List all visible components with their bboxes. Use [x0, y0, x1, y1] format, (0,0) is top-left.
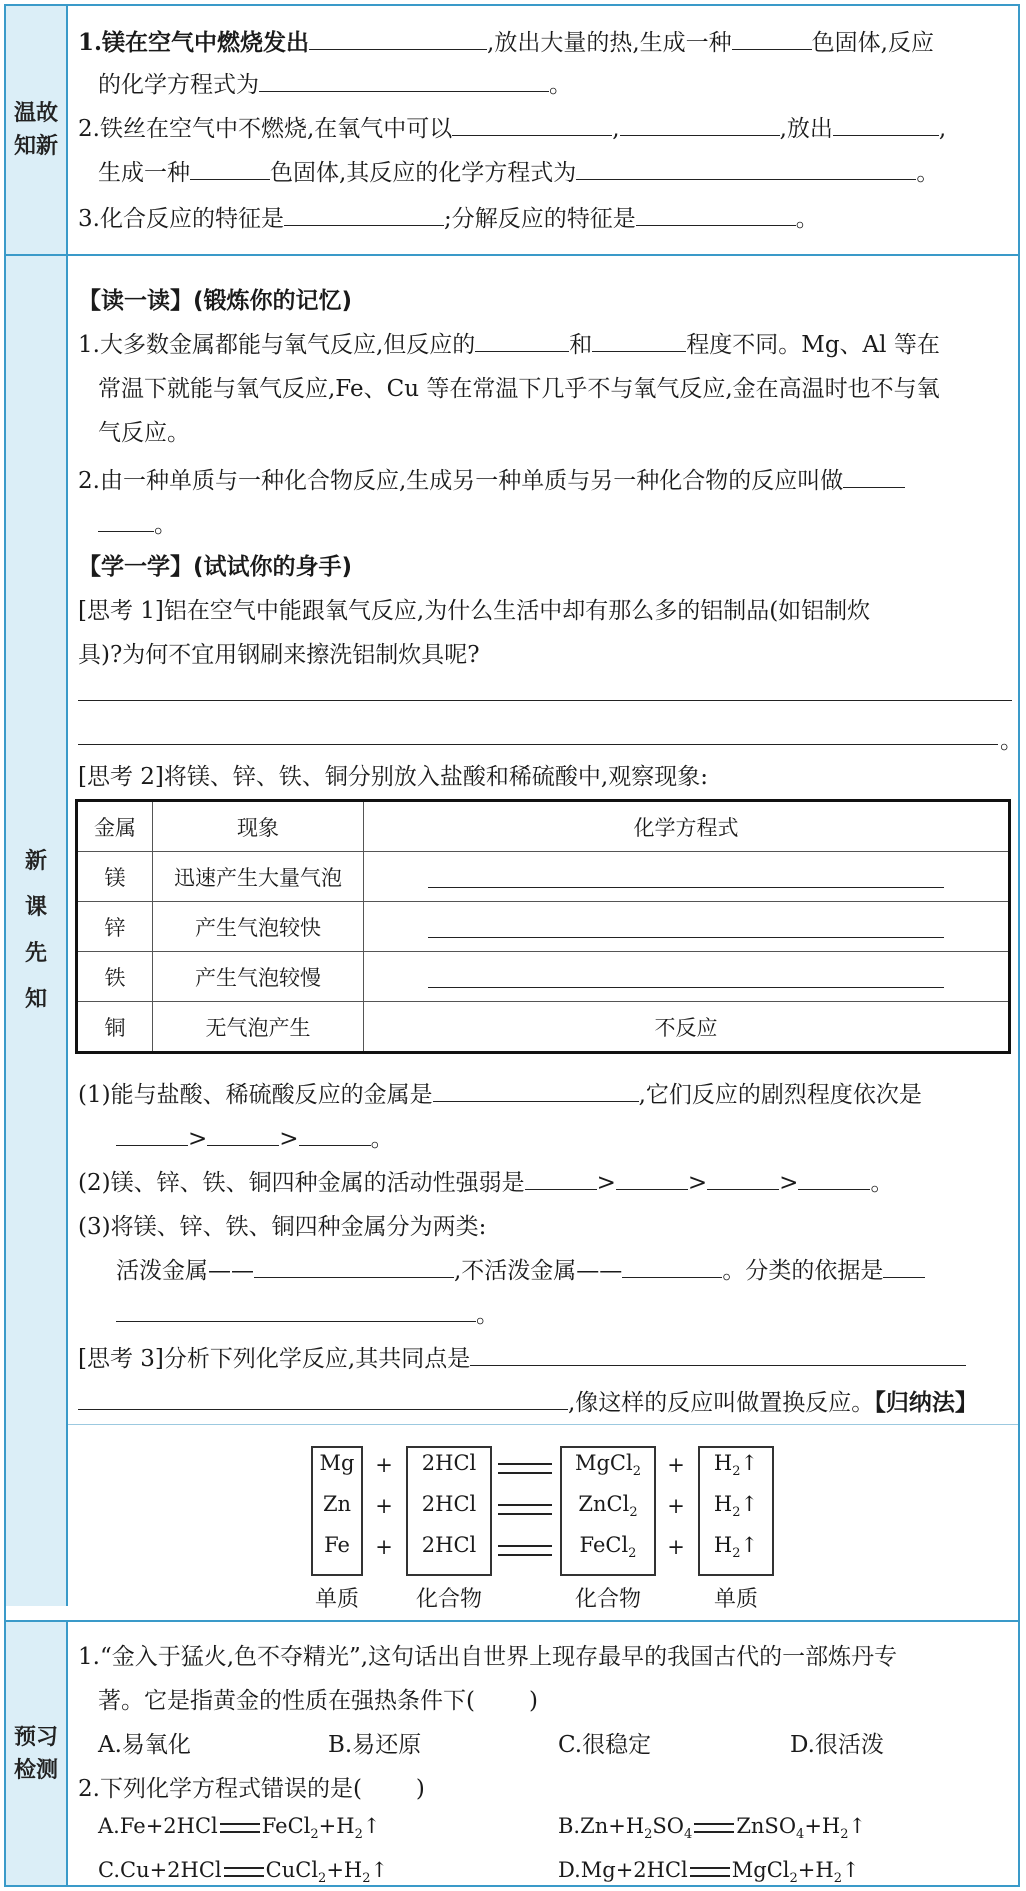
gt-sign: > — [188, 1126, 208, 1152]
formula-base: ZnCl — [578, 1492, 630, 1516]
subscript: 2 — [644, 1827, 653, 1843]
eq-text: +H — [797, 1858, 834, 1882]
table-row — [77, 1002, 1010, 1053]
formula-base: FeCl — [579, 1533, 629, 1557]
answer-blank[interactable] — [798, 1165, 870, 1190]
review-q2-text2: ,放出 — [779, 116, 833, 142]
subscript: 2 — [732, 1505, 741, 1521]
section-divider — [6, 254, 1018, 256]
option-c[interactable] — [98, 1858, 388, 1886]
metal-cell: 锌 — [77, 902, 153, 952]
plus-sign: + — [375, 1453, 393, 1477]
subscript: 2 — [789, 1871, 798, 1887]
read-item1-line2: 常温下就能与氧气反应,Fe、Cu 等在常温下几乎不与氧气反应,金在高温时也不与氧 — [98, 376, 940, 402]
plus-sign: + — [375, 1535, 393, 1559]
sub3-line2 — [116, 1252, 925, 1285]
answer-blank[interactable] — [620, 111, 780, 136]
section-label-new — [6, 256, 68, 1606]
sub1-line1 — [78, 1076, 922, 1109]
equals-sign — [498, 1545, 552, 1556]
subscript: 2 — [840, 1827, 849, 1843]
punct: ) — [528, 1688, 538, 1714]
answer-blank[interactable] — [576, 155, 916, 180]
read-item2-line1 — [78, 462, 905, 495]
subscript: 2 — [310, 1827, 319, 1843]
review-q3-text2: ;分解反应的特征是 — [443, 206, 636, 232]
label-text: 检测 — [13, 1757, 58, 1783]
eq-text: +H — [318, 1814, 355, 1838]
formula-base: MgCl — [574, 1451, 633, 1475]
eq-text: C.Cu+2HCl — [98, 1858, 222, 1882]
table-row — [77, 852, 1010, 902]
answer-blank[interactable] — [616, 1165, 688, 1190]
subscript: 2 — [732, 1546, 741, 1562]
subscript: 2 — [628, 1546, 637, 1562]
answer-blank[interactable] — [707, 1165, 779, 1190]
equals-sign — [690, 1867, 730, 1877]
answer-blank[interactable] — [284, 201, 444, 226]
answer-line[interactable] — [428, 987, 944, 988]
phenomenon-cell: 无气泡产生 — [153, 1002, 364, 1053]
subscript: 2 — [318, 1871, 327, 1887]
section-label-check — [6, 1622, 68, 1885]
eq-text: CuCl — [265, 1858, 319, 1882]
eq-compound: 2HCl — [421, 1492, 477, 1516]
review-q3-line — [78, 200, 819, 233]
eq-compound: 2HCl — [421, 1533, 477, 1557]
review-q1-text3: 色固体,反应 — [811, 30, 934, 56]
eq-compound: 2HCl — [421, 1451, 477, 1475]
check-q2-line — [78, 1770, 425, 1803]
punct: 。 — [916, 160, 940, 186]
punct: ) — [415, 1776, 425, 1802]
answer-blank[interactable] — [299, 1121, 371, 1146]
subscript: 2 — [354, 1827, 363, 1843]
eq-caption: 化合物 — [415, 1587, 482, 1612]
metal-cell: 铁 — [77, 952, 153, 1002]
eq-product — [560, 1492, 656, 1520]
review-q2-text4: 生成一种 — [98, 160, 190, 186]
gt-sign: > — [687, 1170, 708, 1196]
punct: 。 — [795, 206, 819, 232]
check-q1-line2 — [98, 1682, 538, 1715]
review-q3-text: 3.化合反应的特征是 — [78, 206, 284, 232]
answer-blank[interactable] — [833, 111, 939, 136]
read-item1-line1 — [78, 326, 940, 359]
punct: 。 — [549, 72, 572, 98]
check-q2-text: 2.下列化学方程式错误的是( — [78, 1776, 362, 1802]
answer-blank[interactable] — [732, 25, 812, 50]
punct: 。 — [154, 512, 177, 538]
plus-sign: + — [667, 1453, 685, 1477]
read-title: 【读一读】 — [78, 288, 193, 314]
read-item1-and: 和 — [569, 332, 593, 358]
answer-line[interactable] — [78, 700, 1012, 701]
formula-base: H — [713, 1451, 733, 1475]
think1-line1: [思考 1]铝在空气中能跟氧气反应,为什么生活中却有那么多的铝制品(如铝制炊 — [78, 598, 871, 624]
answer-blank[interactable] — [622, 1253, 722, 1278]
eq-text: D.Mg+2HCl — [558, 1858, 688, 1882]
equals-sign — [694, 1823, 734, 1833]
sub3-line1: (3)将镁、锌、铁、铜四种金属分为两类: — [78, 1214, 487, 1240]
equation-cell[interactable] — [364, 852, 1010, 902]
metal-cell: 铜 — [77, 1002, 153, 1053]
eq-caption: 单质 — [713, 1587, 758, 1612]
think3-text2: ,像这样的反应叫做置换反应。 — [568, 1390, 875, 1416]
label-char: 课 — [24, 895, 47, 920]
gas-arrow-icon: ↑ — [841, 1858, 860, 1882]
eq-element: Zn — [322, 1492, 352, 1516]
formula-base: H — [713, 1533, 733, 1557]
equation-cell: 不反应 — [364, 1002, 1010, 1053]
answer-line[interactable] — [428, 937, 944, 938]
option-b[interactable]: B.易还原 — [328, 1732, 422, 1758]
read-item2-line2 — [98, 506, 177, 539]
eq-text: SO — [652, 1814, 685, 1838]
light-divider — [68, 1424, 1018, 1425]
review-q1-text2: ,放出大量的热,生成一种 — [487, 30, 732, 56]
review-q2-line2 — [98, 154, 939, 187]
gas-arrow-icon: ↑ — [848, 1814, 867, 1838]
answer-line[interactable] — [428, 887, 944, 888]
option-a[interactable] — [98, 1814, 380, 1842]
label-char: 知 — [24, 987, 47, 1012]
eq-caption: 单质 — [314, 1587, 359, 1612]
table-row — [77, 952, 1010, 1002]
phenomenon-cell: 迅速产生大量气泡 — [153, 852, 364, 902]
section-divider — [6, 1620, 1018, 1622]
review-q2-text5: 色固体,其反应的化学方程式为 — [270, 160, 577, 186]
answer-blank[interactable] — [190, 155, 270, 180]
check-q1-text: 著。它是指黄金的性质在强热条件下( — [98, 1688, 475, 1714]
eq-text: +H — [804, 1814, 841, 1838]
answer-blank[interactable] — [116, 1121, 188, 1146]
phenomenon-cell: 产生气泡较慢 — [153, 952, 364, 1002]
read-item1-text2: 程度不同。Mg、Al 等在 — [686, 332, 940, 358]
gas-arrow-icon: ↑ — [362, 1814, 381, 1838]
eq-text: FeCl — [261, 1814, 311, 1838]
eq-element: Fe — [324, 1533, 350, 1557]
plus-sign: + — [375, 1494, 393, 1518]
sub2-line — [78, 1164, 893, 1197]
sub3-line3 — [116, 1296, 499, 1329]
eq-product — [560, 1451, 656, 1479]
gt-sign: > — [779, 1170, 799, 1196]
answer-blank[interactable] — [592, 327, 686, 352]
label-char: 先 — [24, 941, 47, 966]
sub3-active: 活泼金属—— — [116, 1258, 254, 1284]
table-row — [77, 902, 1010, 952]
think2-intro: [思考 2]将镁、锌、铁、铜分别放入盐酸和稀硫酸中,观察现象: — [78, 764, 708, 790]
sub3-inactive: ,不活泼金属—— — [454, 1258, 623, 1284]
punct: , — [612, 116, 620, 142]
learn-subtitle: (试试你的身手) — [193, 554, 353, 580]
think1-line2: 具)?为何不宜用钢刷来擦洗铝制炊具呢? — [78, 642, 480, 668]
eq-text: B.Zn+H — [558, 1814, 645, 1838]
table-header-row — [77, 801, 1010, 852]
eq-hydrogen — [698, 1492, 774, 1520]
think3-text: [思考 3]分析下列化学反应,其共同点是 — [78, 1346, 471, 1372]
read-item2-text: 2.由一种单质与一种化合物反应,生成另一种单质与另一种化合物的反应叫做 — [78, 468, 844, 494]
formula-base: H — [713, 1492, 733, 1516]
answer-blank[interactable] — [207, 1121, 279, 1146]
review-q1-text: 1.镁在空气中燃烧发出 — [78, 29, 310, 56]
review-q2-line1 — [78, 110, 946, 143]
equation-cell[interactable] — [364, 902, 1010, 952]
answer-blank[interactable] — [470, 1341, 966, 1366]
option-d[interactable] — [558, 1858, 860, 1886]
punct: 。 — [370, 1126, 394, 1152]
equals-sign — [224, 1867, 264, 1877]
subscript: 2 — [833, 1871, 842, 1887]
section-label-review — [6, 6, 68, 254]
answer-blank[interactable] — [259, 67, 549, 92]
answer-blank[interactable] — [843, 463, 905, 488]
punct: , — [938, 116, 947, 142]
subscript: 2 — [632, 1464, 641, 1480]
subscript: 4 — [796, 1827, 805, 1843]
eq-element: Mg — [319, 1451, 355, 1475]
check-q1-line1: 1.“金入于猛火,色不夺精光”,这句话出自世界上现存最早的我国古代的一部炼丹专 — [78, 1644, 898, 1670]
metal-cell: 镁 — [77, 852, 153, 902]
eq-text: A.Fe+2HCl — [98, 1814, 218, 1838]
option-d[interactable]: D.很活泼 — [790, 1732, 884, 1758]
punct: 。 — [1000, 728, 1023, 754]
answer-blank[interactable] — [98, 507, 154, 532]
equals-sign — [498, 1463, 552, 1474]
option-a[interactable]: A.易氧化 — [98, 1732, 191, 1758]
sub3-basis: 。分类的依据是 — [722, 1258, 884, 1284]
answer-blank[interactable] — [883, 1253, 925, 1278]
learn-heading — [78, 548, 352, 581]
eq-text: +H — [326, 1858, 363, 1882]
eq-text: MgCl — [731, 1858, 790, 1882]
punct: 。 — [870, 1170, 894, 1196]
equals-sign — [220, 1823, 260, 1833]
table-header: 现象 — [153, 801, 364, 852]
review-q2-text: 2.铁丝在空气中不燃烧,在氧气中可以 — [78, 116, 453, 142]
review-q1-line2 — [98, 66, 572, 99]
subscript: 2 — [732, 1464, 741, 1480]
think3-line2 — [78, 1384, 978, 1417]
equation-cell[interactable] — [364, 952, 1010, 1002]
answer-blank[interactable] — [475, 327, 569, 352]
read-heading — [78, 282, 352, 315]
table-header: 金属 — [77, 801, 153, 852]
learn-title: 【学一学】 — [78, 554, 193, 580]
review-q1-line1 — [78, 24, 934, 57]
metal-reaction-table — [75, 799, 1011, 1054]
gas-arrow-icon: ↑ — [740, 1533, 759, 1557]
table-header: 化学方程式 — [364, 801, 1010, 852]
label-text: 知新 — [13, 134, 58, 159]
subscript: 2 — [629, 1505, 638, 1521]
answer-blank[interactable] — [452, 111, 612, 136]
phenomenon-cell: 产生气泡较快 — [153, 902, 364, 952]
worksheet-frame — [4, 4, 1023, 1887]
equals-sign — [498, 1504, 552, 1515]
subscript: 4 — [684, 1827, 693, 1843]
method-tag: 【归纳法】 — [874, 1390, 978, 1416]
label-text: 温故 — [13, 101, 58, 126]
answer-line[interactable] — [78, 744, 998, 745]
sub1-text2: ,它们反应的剧烈程度依次是 — [638, 1082, 922, 1108]
gt-sign: > — [596, 1170, 616, 1196]
eq-caption: 化合物 — [574, 1587, 641, 1612]
option-c[interactable]: C.很稳定 — [558, 1732, 652, 1758]
answer-blank[interactable] — [636, 201, 796, 226]
sub1-text: (1)能与盐酸、稀硫酸反应的金属是 — [78, 1082, 433, 1108]
answer-blank[interactable] — [309, 25, 487, 50]
plus-sign: + — [667, 1494, 685, 1518]
answer-blank[interactable] — [254, 1253, 454, 1278]
think3-line1 — [78, 1340, 966, 1373]
eq-product — [560, 1533, 656, 1561]
eq-hydrogen — [698, 1533, 774, 1561]
plus-sign: + — [667, 1535, 685, 1559]
gas-arrow-icon: ↑ — [740, 1492, 759, 1516]
option-b[interactable] — [558, 1814, 866, 1842]
gt-sign: > — [279, 1126, 299, 1152]
read-item1-line3: 气反应。 — [98, 420, 190, 446]
answer-blank[interactable] — [525, 1165, 597, 1190]
read-subtitle: (锻炼你的记忆) — [193, 288, 353, 314]
eq-hydrogen — [698, 1451, 774, 1479]
punct: 。 — [476, 1302, 499, 1328]
subscript: 2 — [362, 1871, 371, 1887]
sub1-line2 — [116, 1120, 394, 1153]
label-char: 新 — [24, 849, 47, 874]
answer-blank[interactable] — [78, 1385, 568, 1410]
answer-blank[interactable] — [433, 1077, 639, 1102]
eq-text: ZnSO — [736, 1814, 797, 1838]
gas-arrow-icon: ↑ — [370, 1858, 389, 1882]
label-text: 预习 — [13, 1724, 58, 1750]
sub2-text: (2)镁、锌、铁、铜四种金属的活动性强弱是 — [78, 1170, 525, 1196]
answer-blank[interactable] — [116, 1297, 476, 1322]
read-item1-text: 1.大多数金属都能与氧气反应,但反应的 — [78, 332, 476, 358]
gas-arrow-icon: ↑ — [740, 1451, 759, 1475]
review-q1-text4: 的化学方程式为 — [98, 72, 259, 98]
